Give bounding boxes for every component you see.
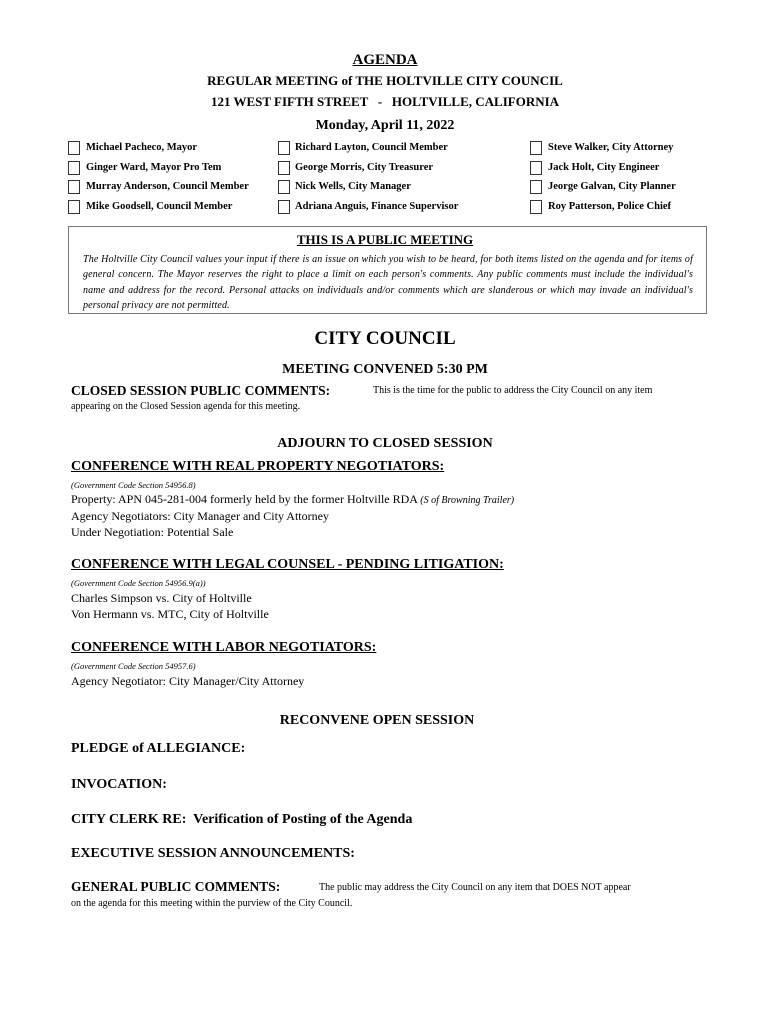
real-property-negotiation: Under Negotiation: Potential Sale [71, 525, 234, 539]
attendee-name: Steve Walker, City Attorney [548, 142, 674, 153]
attendance-checkbox[interactable] [530, 141, 542, 155]
attendance-checkbox[interactable] [68, 180, 80, 194]
attendance-checkbox[interactable] [278, 200, 290, 214]
notice-text: The Holtville City Council values your input if there is an issue on which you wish to be heard, for both items listed on the agenda and for items of general concern. The Mayor reserves the right to place a limit on each person's comments. Any public comments must include the individual's name and address for the record. Personal attacks on individuals and/or comments which are slanderous or which may invade an individual's personal privacy are not permitted. [83, 254, 693, 312]
property-note: (S of Browning Trailer) [420, 495, 515, 506]
executive-session-heading: EXECUTIVE SESSION ANNOUNCEMENTS: [71, 846, 355, 861]
closed-session-comments-text-cont: appearing on the Closed Session agenda for this meeting. [71, 401, 301, 412]
attendance-checkbox[interactable] [278, 141, 290, 155]
legal-counsel-heading: CONFERENCE WITH LEGAL COUNSEL - PENDING LITIGATION: [71, 557, 504, 572]
attendance-checkbox[interactable] [68, 141, 80, 155]
attendance-checkbox[interactable] [68, 161, 80, 175]
attendance-checkbox[interactable] [530, 200, 542, 214]
litigation-case: Von Hermann vs. MTC, City of Holtville [71, 607, 269, 621]
agenda-title: AGENDA [352, 52, 418, 68]
labor-negotiator-line: Agency Negotiator: City Manager/City Attorney [71, 674, 305, 688]
meeting-address: 121 WEST FIFTH STREET - HOLTVILLE, CALIFORNIA [210, 94, 560, 109]
invocation-heading: INVOCATION: [71, 777, 167, 792]
real-property-heading: CONFERENCE WITH REAL PROPERTY NEGOTIATORS: [71, 459, 445, 474]
adjourn-heading: ADJOURN TO CLOSED SESSION [277, 436, 493, 451]
attendee-name: Michael Pacheco, Mayor [86, 142, 198, 153]
meeting-date: Monday, April 11, 2022 [315, 118, 455, 133]
closed-session-comments-text: This is the time for the public to address the City Council on any item [373, 385, 653, 396]
meeting-convened: MEETING CONVENED 5:30 PM [282, 362, 488, 377]
attendance-checkbox[interactable] [530, 161, 542, 175]
property-text: Property: APN 045-281-004 formerly held by the former Holtville RDA [71, 492, 421, 506]
attendance-checkbox[interactable] [530, 180, 542, 194]
attendee-name: Richard Layton, Council Member [295, 142, 448, 153]
closed-session-comments-label: CLOSED SESSION PUBLIC COMMENTS: [71, 383, 331, 398]
city-clerk-heading: CITY CLERK RE: Verification of Posting of the Agenda [71, 812, 413, 827]
general-public-comments-text-cont: on the agenda for this meeting within the purview of the City Council. [71, 898, 353, 909]
attendee-name: Ginger Ward, Mayor Pro Tem [86, 162, 222, 173]
attendance-checkbox[interactable] [68, 200, 80, 214]
meeting-subtitle: REGULAR MEETING of THE HOLTVILLE CITY COUNCIL [207, 73, 563, 88]
attendee-name: George Morris, City Treasurer [295, 162, 434, 173]
attendee-name: Mike Goodsell, Council Member [86, 201, 233, 212]
legal-counsel-code: (Government Code Section 54956.9(a)) [71, 578, 206, 588]
attendee-name: Roy Patterson, Police Chief [548, 201, 672, 212]
labor-negotiators-heading: CONFERENCE WITH LABOR NEGOTIATORS: [71, 640, 377, 655]
attendance-checkbox[interactable] [278, 180, 290, 194]
reconvene-heading: RECONVENE OPEN SESSION [279, 713, 475, 728]
litigation-case: Charles Simpson vs. City of Holtville [71, 591, 252, 605]
attendee-name: Murray Anderson, Council Member [86, 181, 249, 192]
real-property-negotiators: Agency Negotiators: City Manager and City Attorney [71, 509, 329, 523]
real-property-line [71, 492, 514, 507]
attendee-name: Adriana Anguis, Finance Supervisor [295, 201, 459, 212]
attendee-name: Jeorge Galvan, City Planner [548, 181, 676, 192]
attendee-name: Jack Holt, City Engineer [548, 162, 660, 173]
attendee-name: Nick Wells, City Manager [295, 181, 411, 192]
notice-heading: THIS IS A PUBLIC MEETING [296, 232, 474, 247]
real-property-code: (Government Code Section 54956.8) [71, 480, 196, 490]
pledge-heading: PLEDGE of ALLEGIANCE: [71, 741, 246, 756]
labor-negotiators-code: (Government Code Section 54957.6) [71, 661, 196, 671]
city-council-heading: CITY COUNCIL [314, 328, 456, 349]
general-public-comments-label: GENERAL PUBLIC COMMENTS: [71, 879, 281, 894]
attendance-checkbox[interactable] [278, 161, 290, 175]
general-public-comments-text: The public may address the City Council on any item that DOES NOT appear [319, 882, 631, 893]
